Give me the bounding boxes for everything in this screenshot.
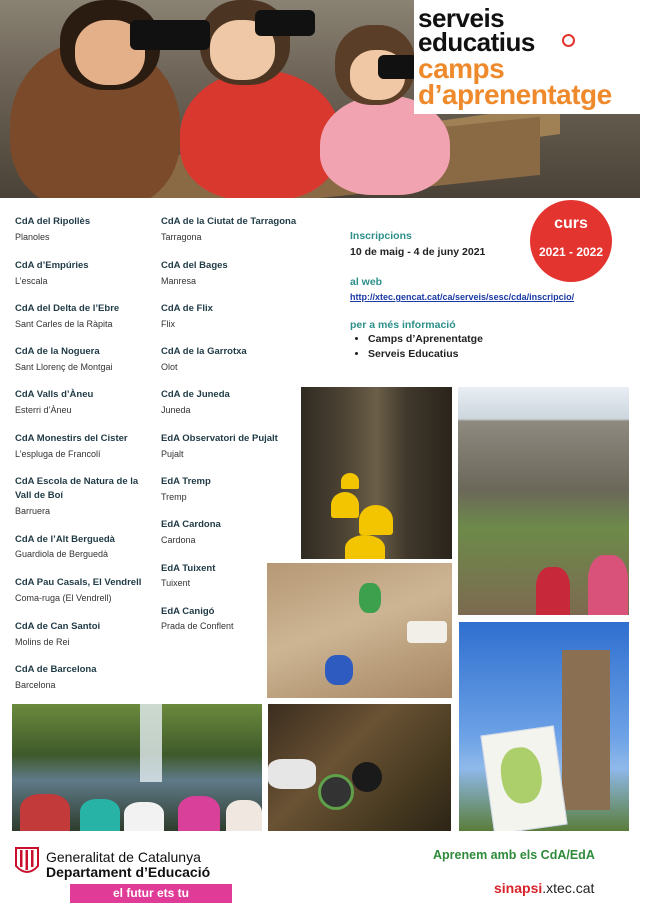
centre-name: EdA Canigó: [161, 606, 215, 617]
child-green-shirt: [359, 583, 381, 613]
centre-name: EdA Tuixent: [161, 563, 216, 574]
centre-name: CdA de Flix: [161, 303, 213, 314]
more-info-label: per a més informació: [350, 319, 456, 331]
centre-name: CdA Monestirs del Cister: [15, 433, 128, 444]
centre-place: Planoles: [15, 232, 50, 242]
binoculars-icon: [255, 10, 315, 36]
curs-label: curs: [554, 215, 588, 232]
centre-place: Prada de Conflent: [161, 621, 234, 631]
child-teal-jacket: [80, 799, 120, 831]
child-pink-jacket: [588, 555, 628, 615]
child-light-jacket: [226, 800, 262, 831]
sandbox-photo: [267, 563, 452, 698]
binoculars-icon: [130, 20, 210, 50]
slogan-banner: el futur ets tu: [70, 884, 232, 903]
centre-name: CdA del Delta de l’Ebre: [15, 303, 120, 314]
departament-name: Departament d’Educació: [46, 864, 211, 880]
centre-place: Molins de Rei: [15, 637, 70, 647]
inscripcions-label: Inscripcions: [350, 230, 412, 242]
tree-drawing: [498, 745, 545, 806]
compass-icon: [318, 774, 354, 810]
centre-name: CdA de l’Alt Berguedà: [15, 534, 115, 545]
hand: [268, 759, 316, 789]
sinapsi-red: sinapsi: [494, 880, 543, 896]
centre-name: CdA Valls d’Àneu: [15, 389, 94, 400]
drawing-paper: [480, 725, 567, 831]
tower-photo: [459, 622, 629, 831]
centre-name: CdA del Ripollès: [15, 216, 91, 227]
centre-place: Sant Llorenç de Montgai: [15, 362, 113, 372]
centre-place: Manresa: [161, 276, 197, 286]
centre-name: CdA de Juneda: [161, 389, 230, 400]
bell-tower: [562, 650, 610, 810]
brand-dot-icon: [562, 34, 575, 47]
centre-place: Sant Carles de la Ràpita: [15, 319, 113, 329]
generalitat-name: Generalitat de Catalunya: [46, 849, 201, 865]
sinapsi-domain: .xtec.cat: [542, 880, 595, 896]
inscripcions-dates: 10 de maig - 4 de juny 2021: [350, 246, 486, 258]
more-info-list: [350, 332, 483, 362]
centre-place: L’espluga de Francolí: [15, 449, 101, 459]
sinapsi-logo[interactable]: [494, 880, 594, 896]
brand-logo: [414, 0, 642, 114]
centre-place: Coma-ruga (El Vendrell): [15, 593, 112, 603]
centre-name-line-2: Vall de Boí: [15, 490, 64, 501]
centre-place: Flix: [161, 319, 175, 329]
yellow-helmet: [359, 505, 393, 535]
list-item-camps[interactable]: • Camps d’Aprenentatge: [368, 332, 483, 347]
child-2-body: [180, 70, 340, 198]
yellow-helmet: [331, 492, 359, 518]
centre-place: Cardona: [161, 535, 196, 545]
centre-place: Esterri d’Àneu: [15, 405, 72, 415]
magnifier-icon: [352, 762, 382, 792]
list-item-serveis[interactable]: • Serveis Educatius: [368, 347, 483, 362]
brand-line-1: serveis: [418, 3, 505, 33]
yellow-helmet: [345, 535, 385, 559]
centre-name: CdA Pau Casals, El Vendrell: [15, 577, 142, 588]
centre-place: Barruera: [15, 506, 51, 516]
centre-name: CdA d’Empúries: [15, 260, 89, 271]
centre-place: Guardiola de Berguedà: [15, 549, 109, 559]
child-pink-jacket: [178, 796, 220, 831]
child-blue-shirt: [325, 655, 353, 685]
centre-name: CdA de Can Santoi: [15, 621, 101, 632]
centre-name: EdA Tremp: [161, 476, 211, 487]
brand-line-2: educatius: [418, 27, 535, 57]
compass-photo: [268, 704, 451, 831]
waterfall-photo: [12, 704, 262, 831]
centre-place: Tremp: [161, 492, 187, 502]
canyon-photo: [301, 387, 452, 559]
centre-name: CdA Escola de Natura de la: [15, 476, 139, 487]
tagline: Aprenem amb els CdA/EdA: [433, 848, 595, 862]
cliff-photo: [458, 387, 629, 615]
generalitat-logo-icon: [14, 846, 40, 878]
child-red-jacket: [20, 794, 70, 831]
centre-name: CdA de la Noguera: [15, 346, 100, 357]
centre-name: CdA de Barcelona: [15, 664, 97, 675]
brand-line-3: camps: [418, 53, 505, 84]
binoculars-icon: [378, 55, 418, 79]
centre-name: CdA de la Ciutat de Tarragona: [161, 216, 297, 227]
inscripcio-link[interactable]: http://xtec.gencat.cat/ca/serveis/sesc/cda/inscripcio/: [350, 292, 575, 302]
centre-name: CdA del Bages: [161, 260, 228, 271]
child-white-jacket: [124, 802, 164, 831]
paper-sheet: [407, 621, 447, 643]
curs-badge: [530, 200, 612, 282]
centre-place: Olot: [161, 362, 178, 372]
centre-place: Barcelona: [15, 680, 56, 690]
centre-place: Pujalt: [161, 449, 184, 459]
web-label: al web: [350, 276, 383, 288]
centre-place: Tarragona: [161, 232, 202, 242]
centre-name: EdA Observatori de Pujalt: [161, 433, 278, 444]
centre-name: EdA Cardona: [161, 519, 221, 530]
yellow-helmet: [341, 473, 359, 489]
centre-name: CdA de la Garrotxa: [161, 346, 247, 357]
centre-place: Tuixent: [161, 578, 191, 588]
waterfall: [140, 704, 162, 782]
curs-years: 2021 - 2022: [538, 245, 604, 259]
brand-line-4: d’aprenentatge: [418, 79, 612, 110]
centre-place: L’escala: [15, 276, 48, 286]
child-red-jacket: [536, 567, 570, 615]
centre-place: Juneda: [161, 405, 191, 415]
